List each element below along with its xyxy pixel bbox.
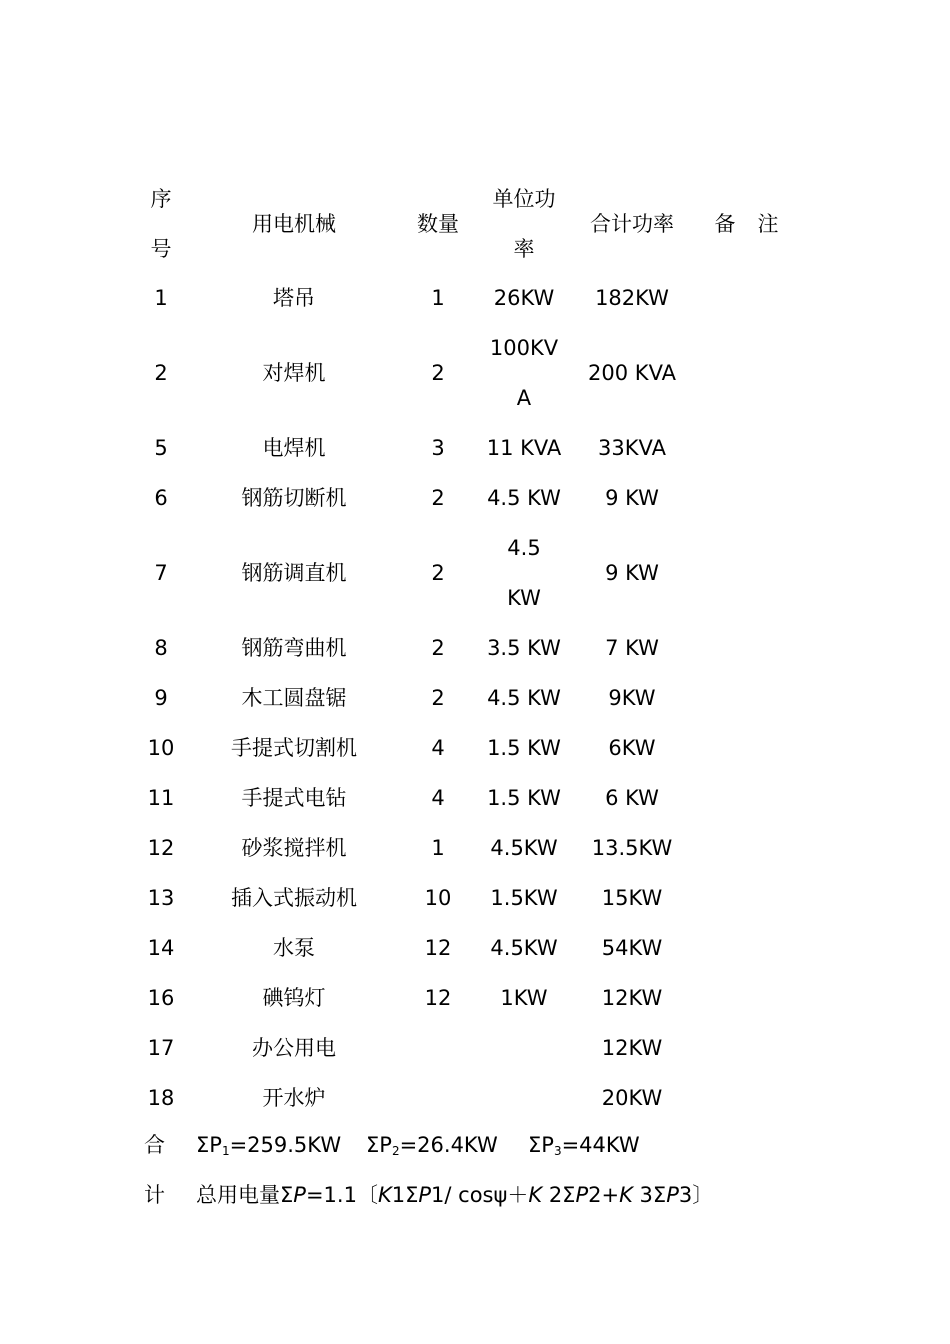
row-machine: 手提式电钻 <box>241 786 347 810</box>
row-unit-power: 4.5 KW <box>487 486 561 510</box>
row-qty: 3 <box>431 436 445 460</box>
row-unit-power <box>490 323 558 423</box>
row-machine: 电焊机 <box>262 436 326 460</box>
summary-label: 合 <box>144 1133 165 1157</box>
header-unit-power-line: 单位功 <box>492 187 556 211</box>
row-total-power: 12KW <box>601 986 663 1010</box>
sum-p1-value: =259.5KW <box>229 1133 342 1157</box>
row-total-power: 33KVA <box>598 436 666 460</box>
row-unit-power-line: KW <box>507 586 541 610</box>
header-unit-power <box>493 174 556 274</box>
row-qty: 2 <box>431 561 445 585</box>
row-machine: 手提式切割机 <box>231 736 357 760</box>
row-unit-power-line: 4.5 <box>507 536 541 560</box>
row-unit-power: 1KW <box>500 986 548 1010</box>
row-unit-power: 4.5KW <box>490 936 558 960</box>
sum-p1-subscript: 1 <box>221 1144 230 1158</box>
row-unit-power: 11 KVA <box>486 436 562 460</box>
row-machine: 插入式振动机 <box>231 886 357 910</box>
row-unit-power: 3.5 KW <box>487 636 561 660</box>
formula-part: 3Σ <box>632 1183 667 1207</box>
formula-part: P <box>418 1183 432 1207</box>
row-total-power: 200 KVA <box>588 361 676 385</box>
row-machine: 水泵 <box>273 936 315 960</box>
row-seq: 13 <box>147 886 175 910</box>
header-note: 注 <box>757 212 779 236</box>
row-total-power: 7 KW <box>605 636 659 660</box>
sum-p1-prefix: ΣP <box>196 1133 222 1157</box>
row-qty: 1 <box>431 286 445 310</box>
row-unit-power: 1.5 KW <box>487 736 561 760</box>
formula-part: P <box>293 1183 306 1207</box>
row-machine: 对焊机 <box>262 361 326 385</box>
formula-part: P <box>575 1183 589 1207</box>
sum-p3-subscript: 3 <box>553 1144 562 1158</box>
row-total-power: 20KW <box>601 1086 663 1110</box>
row-seq: 11 <box>147 786 175 810</box>
summary-label: 计 <box>144 1183 165 1207</box>
sum-p2 <box>366 1131 498 1159</box>
row-unit-power: 1.5KW <box>490 886 558 910</box>
row-qty: 4 <box>431 736 445 760</box>
formula-part: 1Σ <box>391 1183 419 1207</box>
row-seq: 2 <box>154 361 168 385</box>
row-unit-power <box>507 523 541 623</box>
sum-p3 <box>528 1131 640 1159</box>
formula-part: P <box>666 1183 679 1207</box>
row-seq: 9 <box>154 686 168 710</box>
row-total-power: 6KW <box>608 736 656 760</box>
header-seq-line: 号 <box>150 237 172 261</box>
formula-part: 总用电量Σ <box>196 1183 294 1207</box>
row-seq: 17 <box>147 1036 175 1060</box>
row-qty: 10 <box>424 886 452 910</box>
row-seq: 8 <box>154 636 168 660</box>
row-unit-power-line: 100KV <box>489 336 559 360</box>
row-total-power: 54KW <box>601 936 663 960</box>
row-machine: 木工圆盘锯 <box>241 686 347 710</box>
row-unit-power: 4.5KW <box>490 836 558 860</box>
row-qty: 12 <box>424 986 452 1010</box>
row-seq: 14 <box>147 936 175 960</box>
header-seq <box>151 174 172 274</box>
header-seq-line: 序 <box>150 187 172 211</box>
row-seq: 18 <box>147 1086 175 1110</box>
row-qty: 12 <box>424 936 452 960</box>
header-qty: 数量 <box>417 212 459 236</box>
sum-p2-value: =26.4KW <box>399 1133 498 1157</box>
row-total-power: 15KW <box>601 886 663 910</box>
formula-part: 1/ cosψ＋ <box>431 1183 529 1207</box>
row-seq: 10 <box>147 736 175 760</box>
formula-part: K <box>377 1183 392 1207</box>
row-machine: 钢筋调直机 <box>241 561 347 585</box>
row-machine: 开水炉 <box>262 1086 326 1110</box>
row-seq: 16 <box>147 986 175 1010</box>
row-total-power: 9KW <box>608 686 656 710</box>
row-unit-power: 1.5 KW <box>487 786 561 810</box>
row-total-power: 6 KW <box>605 786 659 810</box>
row-total-power: 9 KW <box>605 561 659 585</box>
row-qty: 2 <box>431 486 445 510</box>
row-qty: 1 <box>431 836 445 860</box>
header-total-power: 合计功率 <box>590 212 674 236</box>
row-seq: 12 <box>147 836 175 860</box>
formula-part: =1.1〔 <box>305 1183 378 1207</box>
row-qty: 2 <box>431 686 445 710</box>
row-machine: 塔吊 <box>273 286 315 310</box>
sum-p3-value: =44KW <box>561 1133 640 1157</box>
sum-p2-subscript: 2 <box>391 1144 400 1158</box>
formula-part: 2Σ <box>542 1183 576 1207</box>
row-unit-power: 4.5 KW <box>487 686 561 710</box>
row-seq: 1 <box>154 286 168 310</box>
formula-part: K <box>619 1183 633 1207</box>
row-machine: 钢筋切断机 <box>241 486 347 510</box>
row-machine: 办公用电 <box>252 1036 336 1060</box>
row-seq: 6 <box>154 486 168 510</box>
formula-part: K <box>528 1183 543 1207</box>
row-total-power: 13.5KW <box>591 836 673 860</box>
row-unit-power: 26KW <box>493 286 555 310</box>
header-note: 备 <box>714 212 736 236</box>
row-seq: 7 <box>154 561 168 585</box>
header-machine: 用电机械 <box>252 212 336 236</box>
header-unit-power-line: 率 <box>513 237 535 261</box>
formula-part: 3〕 <box>678 1183 714 1207</box>
sum-p3-prefix: ΣP <box>528 1133 554 1157</box>
row-machine: 钢筋弯曲机 <box>241 636 347 660</box>
row-qty: 2 <box>431 361 445 385</box>
row-total-power: 12KW <box>601 1036 663 1060</box>
row-unit-power-line: A <box>516 386 532 410</box>
row-seq: 5 <box>154 436 168 460</box>
sum-p1 <box>196 1131 341 1159</box>
row-qty: 4 <box>431 786 445 810</box>
formula-part: 2+ <box>588 1183 620 1207</box>
row-machine: 砂浆搅拌机 <box>241 836 347 860</box>
row-machine: 碘钨灯 <box>262 986 326 1010</box>
total-power-formula <box>196 1181 713 1209</box>
sum-p2-prefix: ΣP <box>366 1133 392 1157</box>
row-qty: 2 <box>431 636 445 660</box>
row-total-power: 9 KW <box>605 486 659 510</box>
row-total-power: 182KW <box>595 286 669 310</box>
